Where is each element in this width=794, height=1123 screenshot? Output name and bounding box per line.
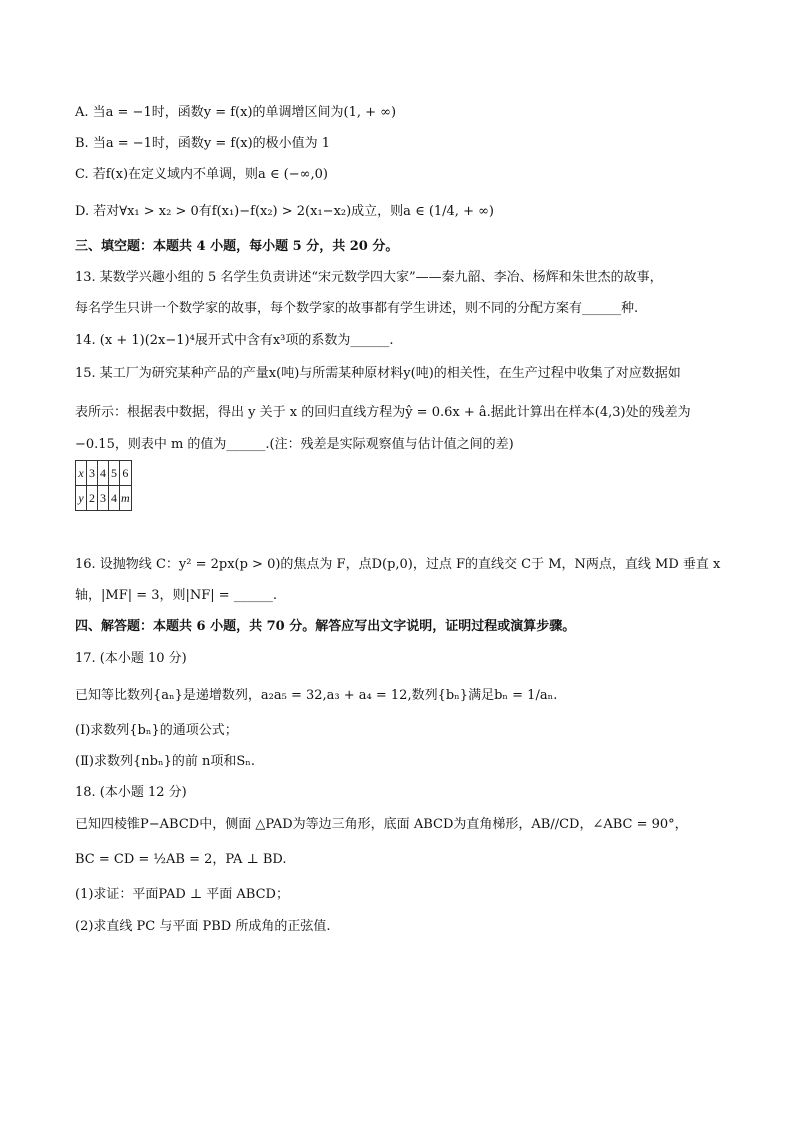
q18-part1: (1)求证：平面PAD ⊥ 平面 ABCD；: [75, 887, 289, 902]
table-cell: x: [76, 461, 87, 486]
table-row-y: [76, 486, 132, 511]
table-row-x: [76, 461, 132, 486]
q17-title: 17. (本小题 10 分): [75, 651, 187, 666]
option-b: B. 当a = −1时，函数y = f(x)的极小值为 1: [75, 136, 331, 151]
q15-line2: 表所示：根据表中数据，得出 y 关于 x 的回归直线方程为ŷ = 0.6x + â.据此计算出在样本(4,3)处的残差为: [75, 405, 691, 420]
q13-line1: 13. 某数学兴趣小组的 5 名学生负责讲述“宋元数学四大家”——秦九韶、李冶、杨辉和朱世杰的故事，: [75, 270, 663, 285]
table-cell: 2: [87, 486, 98, 511]
table-cell: 3: [98, 486, 109, 511]
table-cell: 6: [120, 461, 132, 486]
q17-part1: (I)求数列{bₙ}的通项公式；: [75, 723, 238, 738]
table-cell: m: [120, 486, 132, 511]
option-d: D. 若对∀x₁ > x₂ > 0有f(x₁)−f(x₂) > 2(x₁−x₂)成立，则a ∈ (1/4, + ∞): [75, 204, 495, 219]
q14: 14. (x + 1)(2x−1)⁴展开式中含有x³项的系数为______.: [75, 333, 394, 348]
table-cell: 4: [109, 486, 120, 511]
q16-line1: 16. 设抛物线 C：y² = 2px(p > 0)的焦点为 F，点D(p,0)，过点 F的直线交 C于 M，N两点，直线 MD 垂直 x: [75, 557, 721, 572]
table-cell: 5: [109, 461, 120, 486]
data-table: [75, 460, 132, 511]
option-a: A. 当a = −1时，函数y = f(x)的单调增区间为(1, + ∞): [75, 105, 397, 120]
q16-line2: 轴，|MF| = 3，则|NF| = ______.: [75, 588, 277, 603]
q18-stem2: BC = CD = ½AB = 2，PA ⊥ BD.: [75, 852, 287, 867]
q15-line3: −0.15，则表中 m 的值为______.(注：残差是实际观察值与估计值之间的差): [75, 437, 514, 452]
table-cell: y: [76, 486, 87, 511]
q18-title: 18. (本小题 12 分): [75, 785, 187, 800]
section3-heading: 三、填空题：本题共 4 小题，每小题 5 分，共 20 分。: [75, 239, 399, 254]
table-cell: 4: [98, 461, 109, 486]
table-cell: 3: [87, 461, 98, 486]
section4-heading: 四、解答题：本题共 6 小题，共 70 分。解答应写出文字说明，证明过程或演算步骤。: [75, 619, 576, 634]
q13-line2: 每名学生只讲一个数学家的故事，每个数学家的故事都有学生讲述，则不同的分配方案有______种.: [75, 301, 639, 316]
q17-stem: 已知等比数列{aₙ}是递增数列，a₂a₅ = 32,a₃ + a₄ = 12,数列{bₙ}满足bₙ = 1/aₙ.: [75, 688, 558, 703]
option-c: C. 若f(x)在定义域内不单调，则a ∈ (−∞,0): [75, 167, 328, 182]
q18-part2: (2)求直线 PC 与平面 PBD 所成角的正弦值.: [75, 919, 331, 934]
q18-stem1: 已知四棱锥P−ABCD中，侧面 △PAD为等边三角形，底面 ABCD为直角梯形，AB//CD，∠ABC = 90°，: [75, 817, 688, 832]
q15-line1: 15. 某工厂为研究某种产品的产量x(吨)与所需某种原材料y(吨)的相关性，在生产过程中收集了对应数据如: [75, 366, 681, 381]
q17-part2: (Ⅱ)求数列{nbₙ}的前 n项和Sₙ.: [75, 754, 256, 769]
